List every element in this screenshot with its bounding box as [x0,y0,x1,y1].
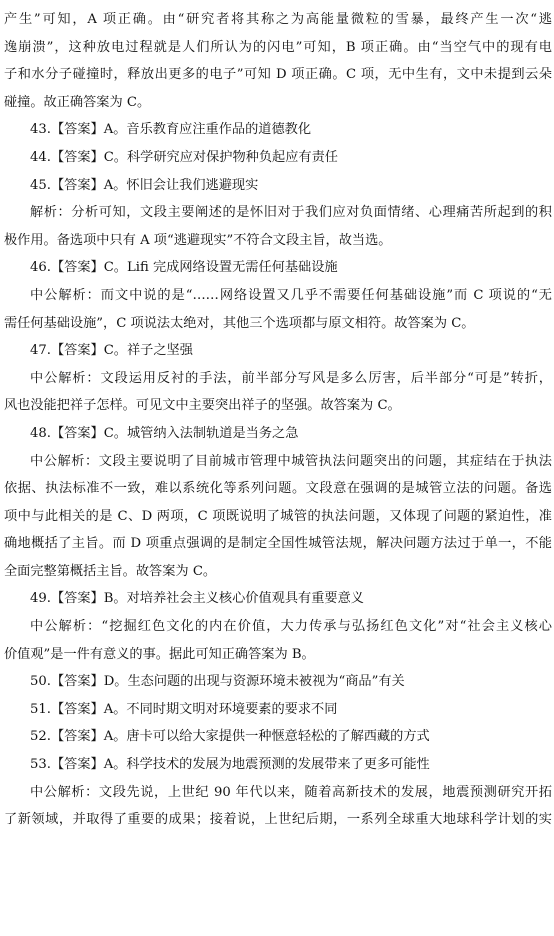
text-line: 中公解析：文段运用反衬的手法，前半部分写风是多么厉害，后半部分“可是”转折， [30,370,552,386]
text-line: 极作用。备选项中只有 A 项“逃避现实”不符合文段主旨，故当选。 [4,232,392,248]
text-line: 需任何基础设施”，C 项说法太绝对，其他三个选项都与原文相符。故答案为 C。 [4,315,475,331]
explanation-49 [4,613,552,668]
answer-48 [4,420,552,448]
answer-line: 44.【答案】C。科学研究应对保护物种负起应有责任 [30,149,338,165]
answer-46 [4,254,552,282]
text-line: 子和水分子碰撞时，释放出更多的电子”可知 D 项正确。C 项，无中生有，文中未提到云朵 [4,67,552,83]
text-line: 项中与此相关的是 C、D 两项，C 项既说明了城管的执法问题，又体现了问题的紧迫性，准 [4,508,552,524]
answer-50 [4,668,552,696]
answer-line: 49.【答案】B。对培养社会主义核心价值观具有重要意义 [30,591,364,607]
answer-47 [4,337,552,365]
answer-line: 43.【答案】A。音乐教育应注重作品的道德教化 [30,122,312,138]
text-line: 风也没能把祥子怎样。可见文中主要突出祥子的坚强。故答案为 C。 [4,398,401,414]
answer-line: 45.【答案】A。怀旧会让我们逃避现实 [30,177,259,193]
answer-51 [4,696,552,724]
text-line: 逸崩溃”，这种放电过程就是人们所认为的闪电”可知，B 项正确。由“当空气中的现有电 [4,39,552,55]
text-line: 依据、执法标准不一致，难以系统化等系列问题。文段意在强调的是城管立法的问题。备选 [4,481,552,497]
answer-line: 52.【答案】A。唐卡可以给大家提供一种惬意轻松的了解西藏的方式 [30,729,430,745]
explanation-47 [4,365,552,420]
text-line: 中公解析：文段主要说明了目前城市管理中城管执法问题突出的问题，其症结在于执法 [30,453,552,469]
explanation-45 [4,199,552,254]
answer-52 [4,723,552,751]
text-line: 产生”可知，A 项正确。由“研究者将其称之为高能量微粒的雪暴，最终产生一次“逃 [4,12,552,27]
text-line: 中公解析：“挖掘红色文化的内在价值，大力传承与弘扬红色文化”对“社会主义核心 [30,619,552,635]
answer-line: 50.【答案】D。生态问题的出现与资源环境未被视为“商品”有关 [30,674,405,690]
explanation-48 [4,448,552,586]
text-line: 了新领域，并取得了重要的成果；接着说，上世纪后期，一系列全球重大地球科学计划的实 [4,812,552,828]
answer-45 [4,172,552,200]
explanation-53 [4,779,552,834]
answer-43 [4,116,552,144]
answer-line: 46.【答案】C。Lifi 完成网络设置无需任何基础设施 [30,260,338,276]
paragraph-continuation [4,6,552,116]
answer-line: 48.【答案】C。城管纳入法制轨道是当务之急 [30,425,299,441]
text-line: 解析：分析可知，文段主要阐述的是怀旧对于我们应对负面情绪、心理痛苦所起到的积 [30,205,552,221]
text-line: 中公解析：而文中说的是“……网络设置又几乎不需要任何基础设施”而 C 项说的“无 [30,287,552,303]
explanation-46 [4,282,552,337]
text-line: 价值观”是一件有意义的事。据此可知正确答案为 B。 [4,646,315,662]
text-line: 全面完整第概括主旨。故答案为 C。 [4,563,217,579]
answer-line: 53.【答案】A。科学技术的发展为地震预测的发展带来了更多可能性 [30,757,430,773]
answer-line: 51.【答案】A。不同时期文明对环境要素的要求不同 [30,701,338,717]
text-line: 确地概括了主旨。而 D 项重点强调的是制定全国性城管法规，解决问题方法过于单一，不能 [4,536,552,552]
answer-49 [4,585,552,613]
answer-44 [4,144,552,172]
text-line: 碰撞。故正确答案为 C。 [4,94,151,110]
answer-line: 47.【答案】C。祥子之坚强 [30,343,193,359]
text-line: 中公解析：文段先说，上世纪 90 年代以来，随着高新技术的发展，地震预测研究开拓 [30,784,552,800]
answer-53 [4,751,552,779]
